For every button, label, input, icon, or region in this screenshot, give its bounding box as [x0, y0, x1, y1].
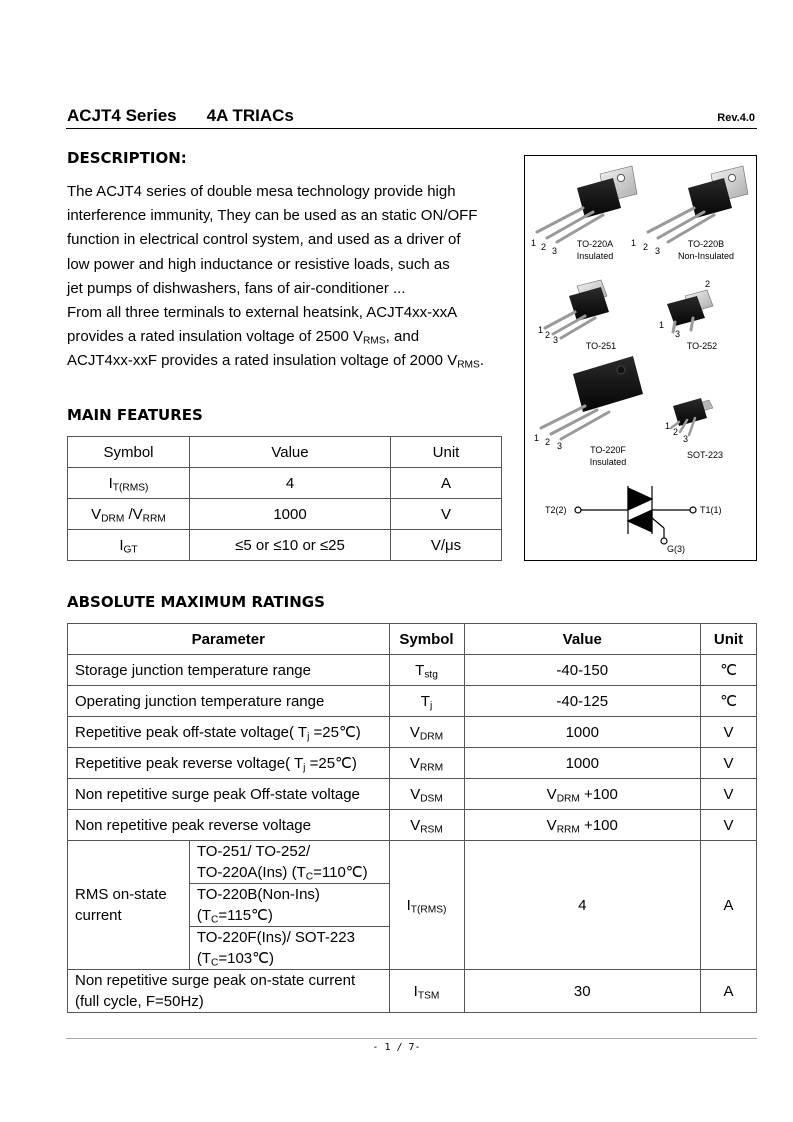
unit-cell: V — [701, 717, 757, 748]
triac-symbol-icon — [575, 486, 696, 544]
parameter-cell: Operating junction temperature range — [68, 686, 390, 717]
table-row — [68, 970, 757, 1013]
table-row — [68, 841, 757, 884]
description-line: low power and high inductance or resistive loads, such as — [67, 255, 450, 273]
pin-label: 3 — [557, 441, 563, 451]
table-row — [68, 530, 502, 561]
package-condition-cell: TO-220B(Non-Ins) $(T_C=115℃)$ — [189, 884, 389, 927]
unit-cell: V/μs — [391, 530, 502, 561]
pin-label: 3 — [655, 246, 661, 256]
pin-label: 1 — [538, 325, 544, 335]
unit-cell: A — [391, 468, 502, 499]
package-label: TO-220A — [576, 239, 614, 249]
table-row — [68, 655, 757, 686]
product-name: 4A TRIACs — [206, 106, 294, 125]
parameter-cell: Non repetitive surge peak Off-state voltage — [68, 779, 390, 810]
col-symbol: Symbol — [68, 437, 190, 468]
parameter-cell: Repetitive peak off-state voltage( $T_j$ =25℃) — [68, 717, 390, 748]
table-row — [68, 717, 757, 748]
pin-label: 1 — [631, 238, 637, 248]
terminal-label: G(3) — [667, 544, 685, 554]
unit-cell: V — [701, 779, 757, 810]
package-label: TO-251 — [585, 341, 617, 351]
value-cell: $V_{RRM} +100$ — [464, 810, 701, 841]
value-cell: $V_{DRM} +100$ — [464, 779, 701, 810]
page-number: - 1 / 7- — [372, 1042, 421, 1053]
value-cell: 4 — [464, 841, 701, 970]
pin-label: 2 — [643, 242, 649, 252]
symbol-cell: $I_{T(RMS)}$ — [68, 468, 190, 499]
table-row — [68, 748, 757, 779]
parameter-cell: RMS on-state current — [68, 841, 190, 970]
unit-cell: ℃ — [701, 686, 757, 717]
unit-cell: V — [391, 499, 502, 530]
to220f-package-icon — [541, 356, 643, 439]
value-cell: 4 — [190, 468, 391, 499]
to220a-package-icon — [537, 166, 637, 242]
symbol-cell: $V_{DRM}$ — [389, 717, 464, 748]
package-figure — [524, 155, 757, 561]
parameter-cell: Non repetitive surge peak on-state current (full cycle, F=50Hz) — [68, 970, 390, 1013]
description-line: provides a rated insulation voltage of 2500 $V_{RMS}$, and — [67, 328, 420, 347]
col-value: Value — [464, 624, 701, 655]
description-line: ACJT4xx-xxF provides a rated insulation voltage of 2000 $V_{RMS}$. — [67, 352, 485, 371]
value-cell: 1000 — [464, 748, 701, 779]
pin-label: 1 — [665, 421, 671, 431]
description-line: interference immunity, They can be used as an static ON/OFF — [67, 207, 478, 225]
parameter-cell: Storage junction temperature range — [68, 655, 390, 686]
document-title — [67, 106, 294, 126]
unit-cell: A — [701, 970, 757, 1013]
table-row — [68, 810, 757, 841]
package-label: TO-220B — [687, 239, 725, 249]
table-row — [68, 499, 502, 530]
table-row — [68, 468, 502, 499]
symbol-cell: $I_{TSM}$ — [389, 970, 464, 1013]
description-line: From all three terminals to external heatsink, ACJT4xx-xxA — [67, 304, 458, 322]
pin-label: 2 — [545, 330, 551, 340]
table-row — [68, 779, 757, 810]
value-cell: 1000 — [464, 717, 701, 748]
symbol-cell: $V_{RSM}$ — [389, 810, 464, 841]
unit-cell: ℃ — [701, 655, 757, 686]
symbol-cell: $V_{DRM}$ $/V_{RRM}$ — [68, 499, 190, 530]
col-unit: Unit — [391, 437, 502, 468]
col-unit: Unit — [701, 624, 757, 655]
header-rule — [66, 128, 757, 129]
value-cell: ≤5 or ≤10 or ≤25 — [190, 530, 391, 561]
col-parameter: Parameter — [68, 624, 390, 655]
package-condition-cell: TO-220F(Ins)/ SOT-223 $(T_C=103℃)$ — [189, 927, 389, 970]
package-label: TO-220F — [590, 445, 626, 455]
table-row — [68, 686, 757, 717]
package-label: Insulated — [576, 251, 614, 261]
pin-label: 1 — [659, 320, 665, 330]
package-label: TO-252 — [686, 341, 718, 351]
series-name: ACJT4 Series — [67, 106, 177, 125]
symbol-cell: $I_{T(RMS)}$ — [389, 841, 464, 970]
table-header-row — [68, 437, 502, 468]
description-heading: DESCRIPTION: — [67, 149, 187, 167]
pin-label: 3 — [675, 329, 681, 339]
package-label: SOT-223 — [686, 450, 724, 460]
ratings-heading: ABSOLUTE MAXIMUM RATINGS — [67, 593, 325, 611]
pin-label: 2 — [545, 437, 551, 447]
description-line: jet pumps of dishwashers, fans of air-conditioner ... — [67, 279, 406, 297]
description-line: The ACJT4 series of double mesa technology provide high — [67, 183, 456, 200]
unit-cell: A — [701, 841, 757, 970]
table-header-row — [68, 624, 757, 655]
col-value: Value — [190, 437, 391, 468]
value-cell: 30 — [464, 970, 701, 1013]
pin-label: 2 — [673, 427, 679, 437]
unit-cell: V — [701, 748, 757, 779]
symbol-cell: $T_j$ — [389, 686, 464, 717]
terminal-label: T2(2) — [545, 505, 567, 515]
pin-label: 2 — [541, 242, 547, 252]
features-table — [67, 436, 502, 561]
terminal-label: T1(1) — [700, 505, 722, 515]
pin-label: 3 — [683, 434, 689, 444]
symbol-cell: $T_{stg}$ — [389, 655, 464, 686]
package-label: Insulated — [589, 457, 627, 467]
pin-label: 2 — [705, 279, 711, 289]
footer-rule — [66, 1038, 757, 1039]
ratings-table — [67, 623, 757, 1013]
value-cell: 1000 — [190, 499, 391, 530]
package-condition-cell: TO-251/ TO-252/ TO-220A(Ins) $(T_C=110℃)$ — [189, 841, 389, 884]
symbol-cell: $V_{DSM}$ — [389, 779, 464, 810]
pin-label: 1 — [531, 238, 537, 248]
pin-label: 3 — [552, 246, 558, 256]
value-cell: -40-150 — [464, 655, 701, 686]
symbol-cell: $V_{RRM}$ — [389, 748, 464, 779]
unit-cell: V — [701, 810, 757, 841]
revision-label: Rev.4.0 — [717, 112, 755, 124]
to251-package-icon — [545, 280, 609, 338]
description-line: function in electrical control system, and used as a driver of — [67, 231, 461, 249]
symbol-cell: $I_{GT}$ — [68, 530, 190, 561]
value-cell: -40-125 — [464, 686, 701, 717]
package-label: Non-Insulated — [677, 251, 735, 261]
to220b-package-icon — [648, 166, 748, 242]
description-text — [67, 180, 517, 374]
pin-label: 1 — [534, 433, 540, 443]
parameter-cell: Non repetitive peak reverse voltage — [68, 810, 390, 841]
col-symbol: Symbol — [389, 624, 464, 655]
parameter-cell: Repetitive peak reverse voltage( $T_j$ =25℃) — [68, 748, 390, 779]
pin-label: 3 — [553, 335, 559, 345]
features-heading: MAIN FEATURES — [67, 406, 203, 424]
to252-package-icon — [667, 290, 713, 332]
